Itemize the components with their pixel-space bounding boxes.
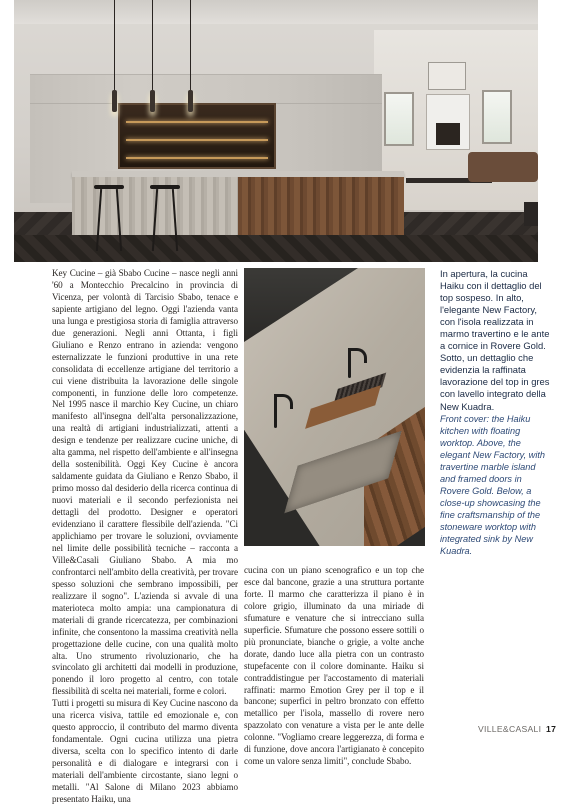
caption-english: Front cover: the Haiku kitchen with floating worktop. Above, the elegant New Factory, with travertine marble island and framed doors in Rovere Gold. Below, a close-up showcasing the fine craftsmanship of the stoneware worktop with integrated sink by New Kuadra. bbox=[440, 413, 546, 557]
body-paragraph-3: cucina con un piano scenografico e un top che esce dal bancone, grazie a una struttura portante forte. Il marmo che caratterizza il piano è in colore grigio, illuminato da una miriade di sfumature e venature che si intrecciano sulla superficie. Sfumature che possono essere sottili o più pronunciate, bianche o grigie, a volte anche dorate, dando luce alla pietra con un contrasto stupefacente con il colore dominante. Haiku si contraddistingue per l'accostamento di materiali raffinati: marmo Emotion Grey per il top e il bancone; superfici in peltro bronzato con effetto metallico per l'isola, massello di rovere nero spazzolato con venature a vista per le ante delle colonne. "Vogliamo creare leggerezza, di forma e di funzione, dove ancora l'artigianato è concepito come un valore senza limiti", conclude Sbabo. bbox=[244, 565, 424, 767]
photo-captions bbox=[440, 268, 552, 557]
page-folio bbox=[478, 724, 556, 734]
body-text-column-2 bbox=[244, 565, 424, 768]
body-paragraph-1: Key Cucine – già Sbabo Cucine – nasce negli anni '60 a Montecchio Precalcino in provincia di Vicenza, per volontà di Tarcisio Sbabo, tenace e sapiente artigiano del legno. Oggi l'azienda vanta una lunga e prestigiosa storia di famiglia attraverso due generazioni. Negli anni Ottanta, i figli Giuliano e Renzo entrano in azienda: vengono esternalizzate le funzioni produttive in una rete consolidata di eccellenze artigiane del territorio a cui viene distribuita la lavorazione delle singole componenti, in funzione delle loro competenze. Nel 1995 nasce il marchio Key Cucine, un chiaro manifesto all'insegna dell'alta personalizzazione, una realtà di artigiani industrializzati, attenti a design e tendenze per realizzare cucine uniche, di alta gamma, nel rispetto dell'ambiente e all'insegna della sostenibilità. Oggi Key Cucine è ancora saldamente guidata da Giuliano e Renzo Sbabo, il primo mosso dal desiderio della ricerca continua di nuovi materiali e il secondo perfezionista nei dettagli del prodotto. Designer e operatori evidenziano il carattere flessibile dell'azienda. "Ci applichiamo per trovare le soluzioni, ovviamente nel limite delle possibilità tecniche – racconta a Ville&Casali Giuliano Sbabo. A mia mo confrontarci nell'ambito della creatività, per trovare spesso soluzioni che sembrano impossibili, per realizzare il sogno". L'azienda si avvale di una materioteca molto ampia: una campionatura di materiali di grande ricercatezza, per combinazioni infinite, che consentono la massima creatività nella progettazione delle cucine, con una qualità molto alta. Uno strumento rivoluzionario, che ha svincolato gli architetti dai modelli in produzione, ponendo il loro progetto al centro, con totale flessibilità di scelta nei materiali, forme e colori. bbox=[52, 268, 238, 697]
page-number: 17 bbox=[546, 724, 557, 734]
body-text-column-1 bbox=[52, 268, 238, 806]
worktop-sink-photo bbox=[244, 268, 425, 546]
body-paragraph-2: Tutti i progetti su misura di Key Cucine nascono da una ricerca visiva, tattile ed emozionale e, con questo approccio, il contributo del marmo diventa fondamentale. Ogni cucina utilizza una pietra diversa, scelta con lo specifico intento di darle personalità e di dialogare e integrarsi con i materiali dell'ambiente circostante, siano legni o metalli. "Al Salone di Milano 2023 abbiamo presentato Haiku, una bbox=[52, 698, 238, 804]
magazine-name: VILLE&CASALI bbox=[478, 724, 542, 734]
kitchen-island-photo bbox=[14, 0, 538, 262]
caption-italian: In apertura, la cucina Haiku con il dettaglio del top sospeso. In alto, l'elegante New Factory, con l'isola realizzata in marmo travertino e le ante a cornice in Rovere Gold. Sotto, un dettaglio che evidenzia la raffinata lavorazione del top in gres con lavello integrato della New Kuadra. bbox=[440, 268, 550, 412]
